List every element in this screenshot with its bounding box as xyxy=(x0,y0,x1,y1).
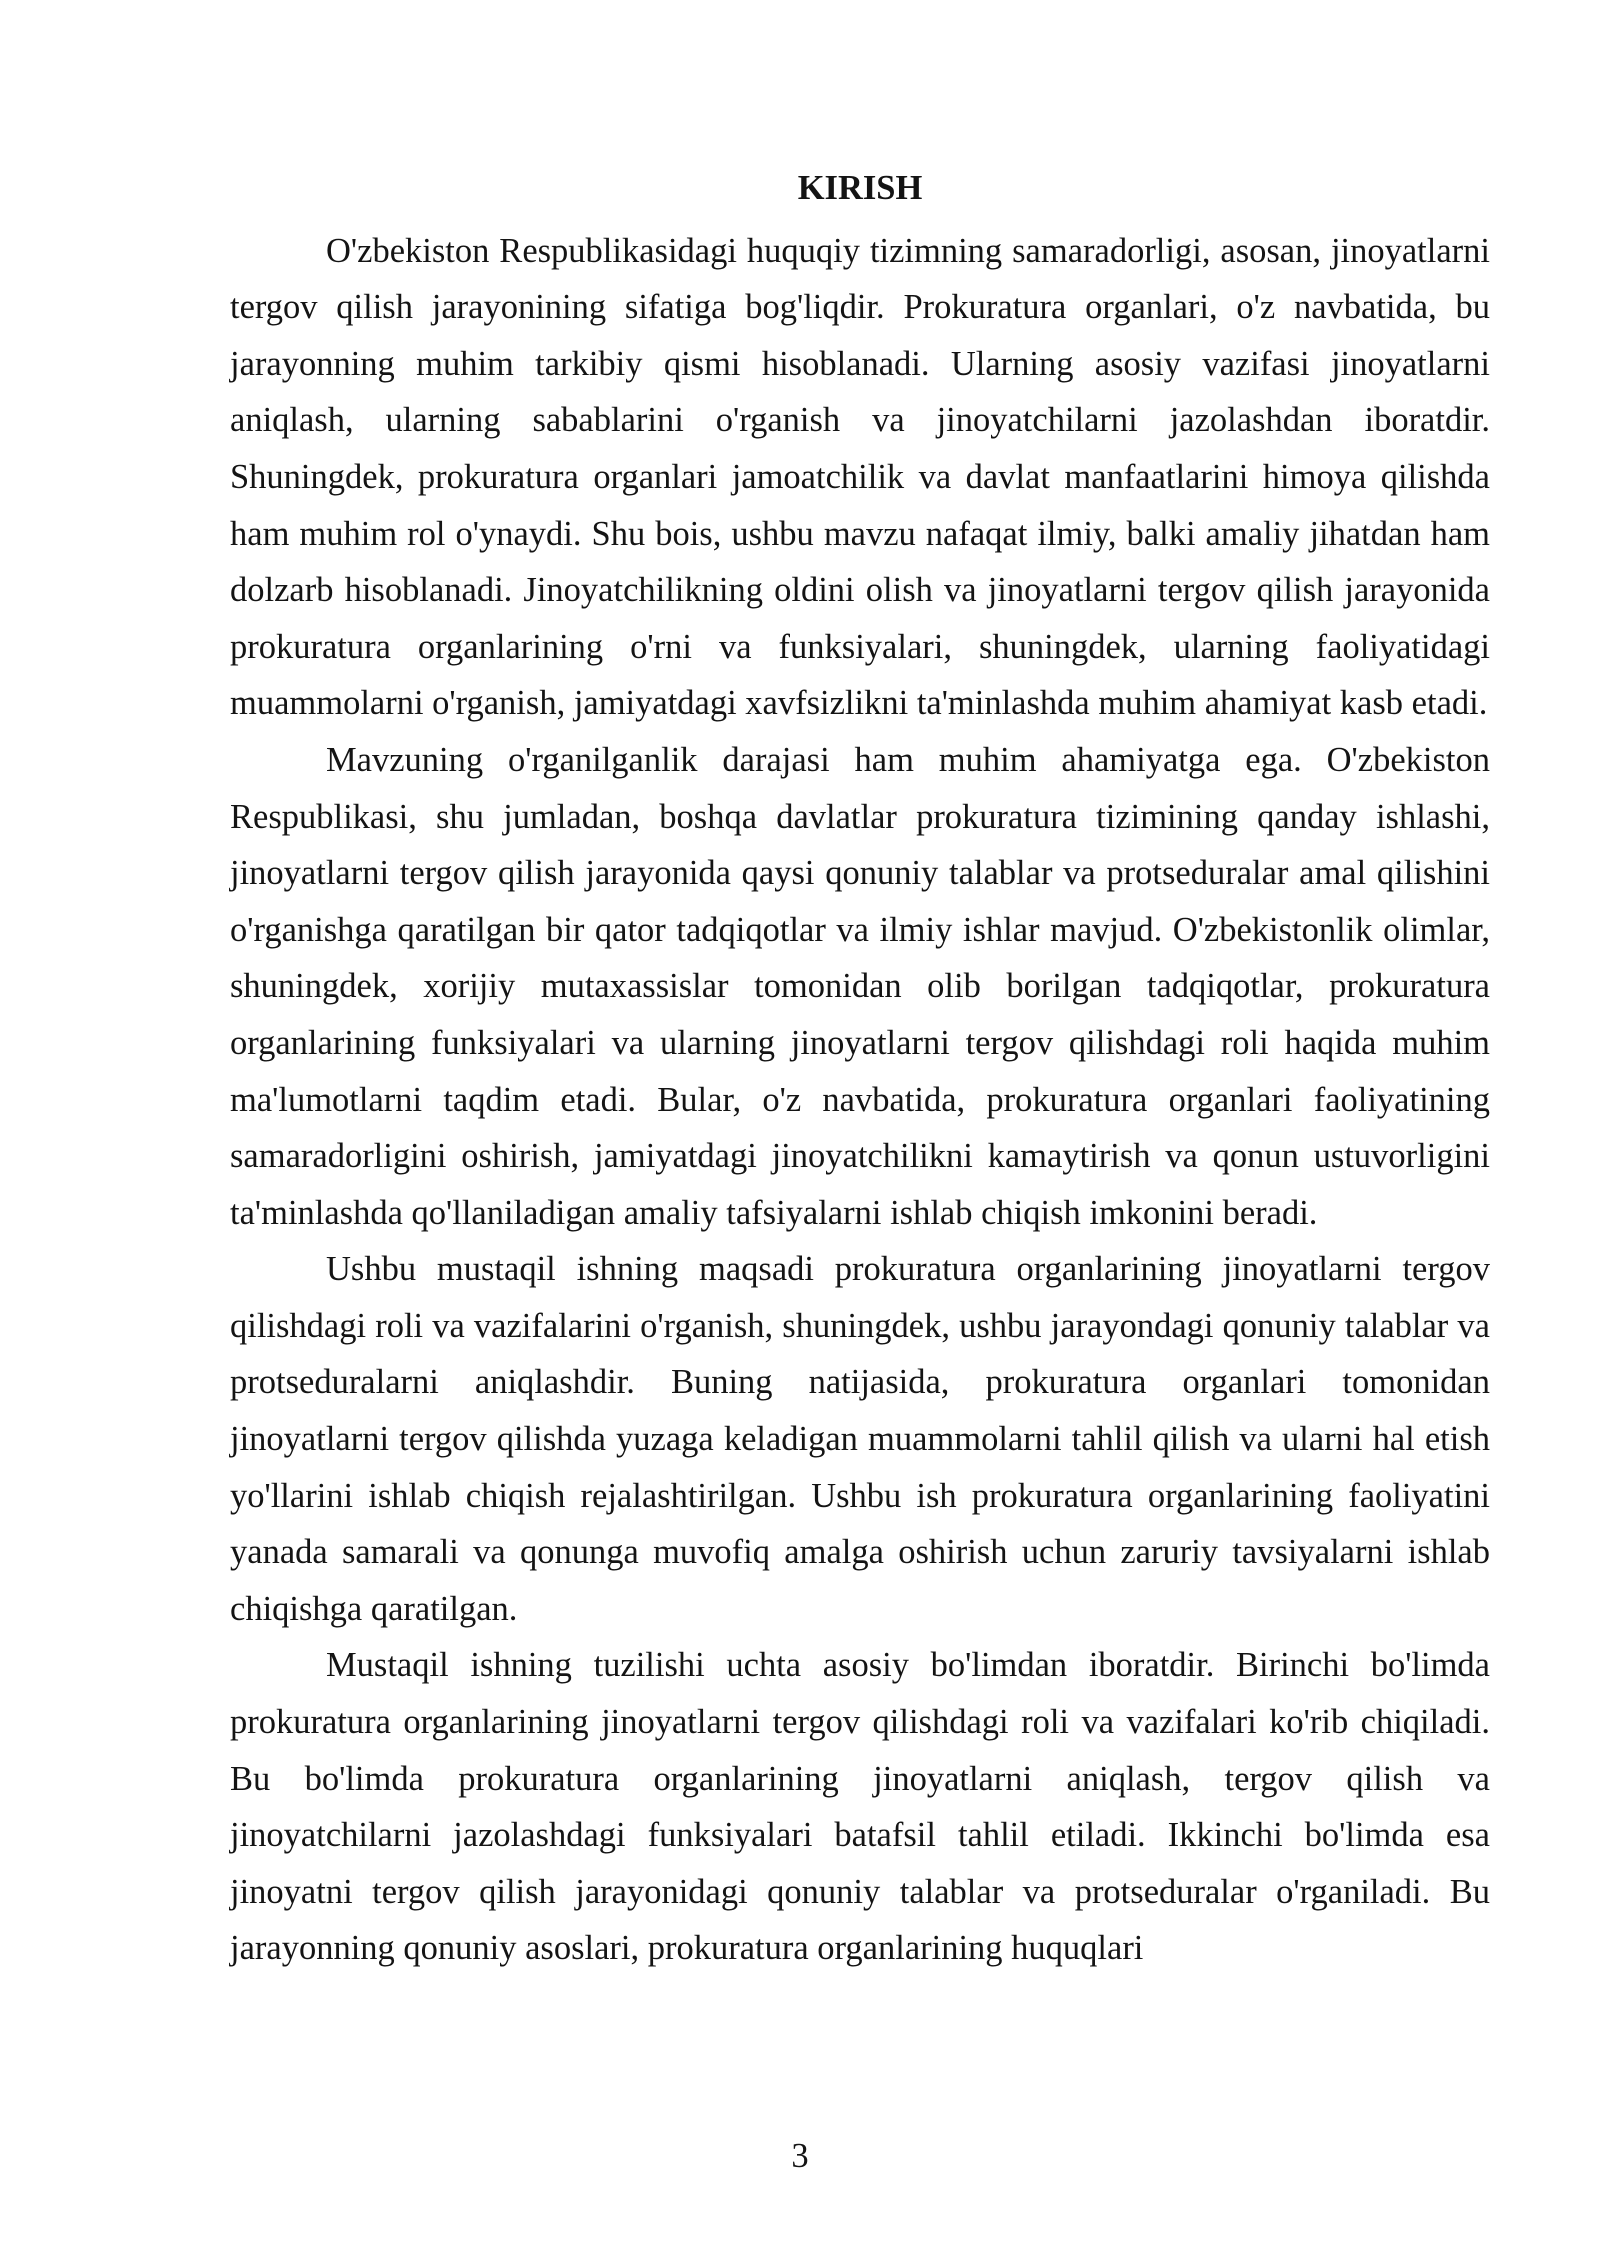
paragraph-structure: Mustaqil ishning tuzilishi uchta asosiy bo'limdan iboratdir. Birinchi bo'limda prokuratura organlarining jinoyatlarni tergov qilishdagi roli va vazifalari ko'rib chiqiladi. Bu bo'limda prokuratura organlarining jinoyatlarni aniqlash, tergov qilish va jinoyatchilarni jazolashdagi funksiyalari batafsil tahlil etiladi. Ikkinchi bo'limda esa jinoyatni tergov qilish jarayonidagi qonuniy talablar va protseduralar o'rganiladi. Bu jarayonning qonuniy asoslari, prokuratura organlarining huquqlari xyxy=(230,1646,1490,1968)
paragraph-goal: Ushbu mustaqil ishning maqsadi prokuratura organlarining jinoyatlarni tergov qilishdagi roli va vazifalarini o'rganish, shuningdek, ushbu jarayondagi qonuniy talablar va protseduralarni aniqlashdir. Buning natijasida, prokuratura organlari tomonidan jinoyatlarni tergov qilishda yuzaga keladigan muammolarni tahlil qilish va ularni hal etish yo'llarini ishlab chiqish rejalashtirilgan. Ushbu ish prokuratura organlarining faoliyatini yanada samarali va qonunga muvofiq amalga oshirish uchun zaruriy tavsiyalarni ishlab chiqishga qaratilgan. xyxy=(230,1250,1490,1628)
page-number: 3 xyxy=(791,2137,809,2175)
paragraph-research-degree: Mavzuning o'rganilganlik darajasi ham muhim ahamiyatga ega. O'zbekiston Respublikasi, shu jumladan, boshqa davlatlar prokuratura tizimining qanday ishlashi, jinoyatlarni tergov qilish jarayonida qaysi qonuniy talablar va protseduralar amal qilishini o'rganishga qaratilgan bir qator tadqiqotlar va ilmiy ishlar mavjud. O'zbekistonlik olimlar, shuningdek, xorijiy mutaxassislar tomonidan olib borilgan tadqiqotlar, prokuratura organlarining funksiyalari va ularning jinoyatlarni tergov qilishdagi roli haqida muhim ma'lumotlarni taqdim etadi. Bular, o'z navbatida, prokuratura organlari faoliyatining samaradorligini oshirish, jamiyatdagi jinoyatchilikni kamaytirish va qonun ustuvorligini ta'minlashda qo'llaniladigan amaliy tafsiyalarni ishlab chiqish imkonini beradi. xyxy=(230,740,1490,1232)
page-content xyxy=(230,160,1490,1977)
paragraph-intro: O'zbekiston Respublikasidagi huquqiy tizimning samaradorligi, asosan, jinoyatlarni tergov qilish jarayonining sifatiga bog'liqdir. Prokuratura organlari, o'z navbatida, bu jarayonning muhim tarkibiy qismi hisoblanadi. Ularning asosiy vazifasi jinoyatlarni aniqlash, ularning sabablarini o'rganish va jinoyatchilarni jazolashdan iboratdir. Shuningdek, prokuratura organlari jamoatchilik va davlat manfaatlarini himoya qilishda ham muhim rol o'ynaydi. Shu bois, ushbu mavzu nafaqat ilmiy, balki amaliy jihatdan ham dolzarb hisoblanadi. Jinoyatchilikning oldini olish va jinoyatlarni tergov qilish jarayonida prokuratura organlarining o'rni va funksiyalari, shuningdek, ularning faoliyatidagi muammolarni o'rganish, jamiyatdagi xavfsizlikni ta'minlashda muhim ahamiyat kasb etadi. xyxy=(230,231,1490,723)
section-title: KIRISH xyxy=(797,169,923,207)
